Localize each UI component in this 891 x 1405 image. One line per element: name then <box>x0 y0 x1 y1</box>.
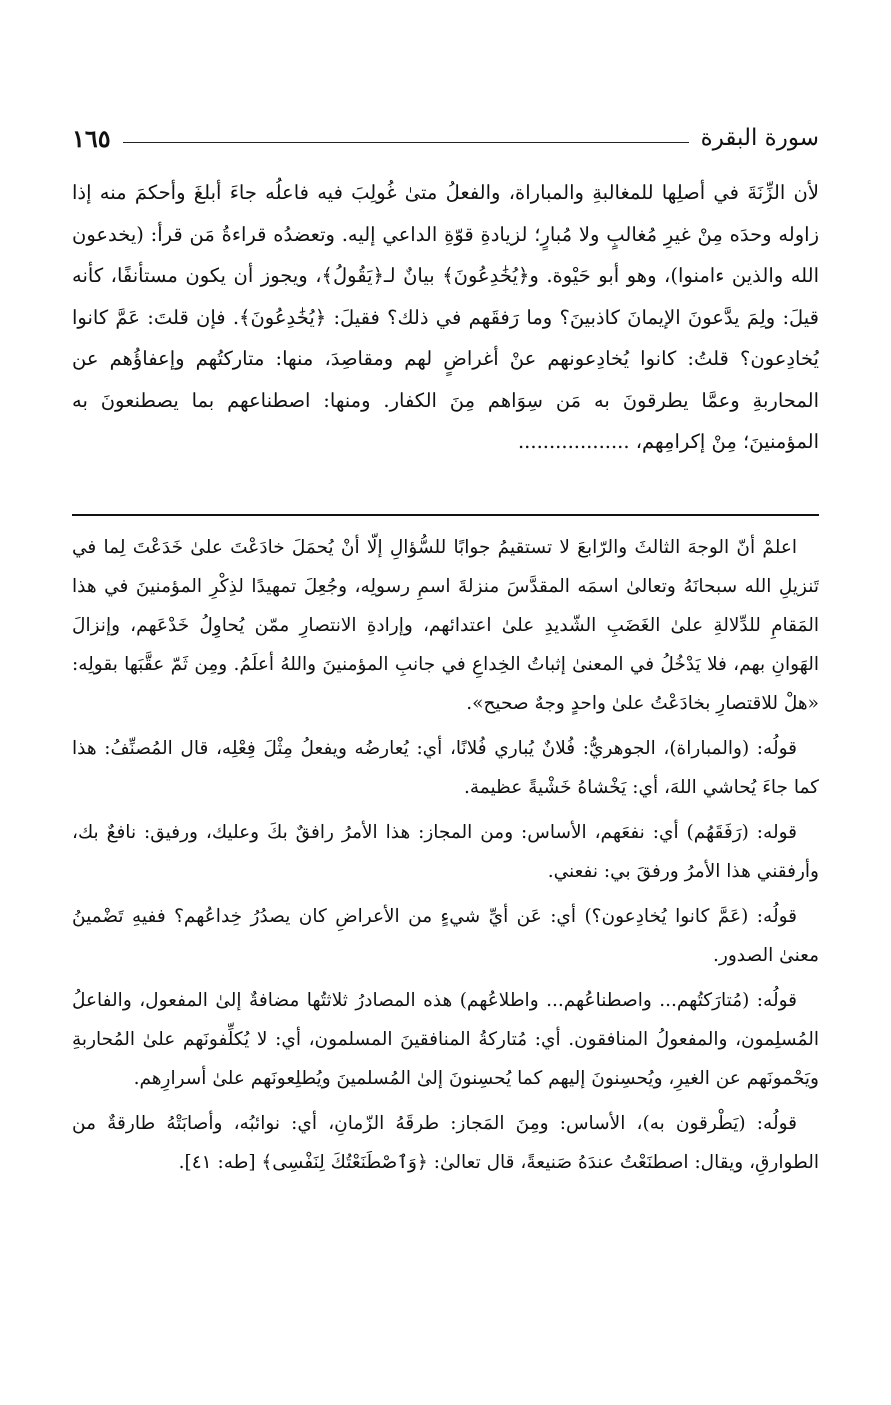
gloss-paragraph: اعلمْ أنّ الوجهَ الثالثَ والرّابعَ لا تستقيمُ جوابًا للسُّؤالِ إلّا أنْ يُحمَلَ خادَعْتَ علىٰ خَدَعْتَ لِما في تَنزيلِ الله سبحانَهُ وتعالىٰ اسمَه المقدَّسَ منزلةَ اسمِ رسولِه، وجُعِلَ تمهيدًا لذِكْرِ المؤمنينَ في هذا المَقامِ للدِّلالةِ علىٰ الغَضَبِ الشّديدِ علىٰ اعتدائهم، وإرادةِ الانتصارِ ممّن يُحاوِلُ خَدْعَهم، وإنزالَ الهَوانِ بهم، فلا يَدْخُلُ في المعنىٰ إثباتُ الخِداعِ في جانبِ المؤمنينَ واللهُ أعلَمُ. ومِن ثَمّ عقَّبَها بقولِه: «هلْ للاقتصارِ بخادَعْتُ علىٰ واحدٍ وجهٌ صحيح». <box>72 537 819 714</box>
gloss-paragraph: قولُه: (مُتارَكتُهم... واصطناعُهم... واطلاعُهم) هذه المصادرُ ثلاثتُها مضافةٌ إلىٰ المفعول، والفاعلُ المُسلِمون، والمفعولُ المنافقون. أي: مُتاركةُ المنافقينَ المسلمون، أي: لا يُكلِّفونَهم علىٰ المُحاربةِ ويَحْمونَهم عن الغيرِ، ويُحسِنونَ إليهم كما يُحسِنونَ إلىٰ المُسلمينَ ويُطلِعونَهم علىٰ أسرارِهم. <box>72 990 819 1089</box>
gloss-paragraph: قولُه: (يَطْرقون به)، الأساس: ومِنَ المَجاز: طرقَهُ الزّمانِ، أي: نوائبُه، وأصابَتْهُ طارقةٌ من الطوارقِ، ويقال: اصطنَعْتُ عندَهُ صَنيعةً، قال تعالىٰ: ﴿وَٱصْطَنَعْتُكَ لِنَفْسِى﴾ [طه: ٤١]. <box>72 1113 819 1173</box>
page-number: ١٦٥ <box>72 123 111 153</box>
gloss-paragraph: قوله: (رَفَقَهُم) أي: نفعَهم، الأساس: ومن المجاز: هذا الأمرُ رافقٌ بكَ وعليك، ورفيق: نافعٌ بك، وأرفقني هذا الأمرُ ورفقَ بي: نفعني. <box>72 822 819 882</box>
footnote-separator <box>72 514 819 516</box>
surah-name: سورة البقرة <box>700 125 819 151</box>
gloss-paragraph: قولُه: (والمباراة)، الجوهريُّ: فُلانٌ يُباري فُلانًا، أي: يُعارضُه ويفعلُ مِثْلَ فِعْلِه، قال المُصنِّفُ: هذا كما جاءَ يُحاشي اللهَ، أي: يَخْشاهُ خَشْيةً عظيمة. <box>72 738 819 798</box>
gloss-commentary <box>72 528 819 1288</box>
gloss-paragraph: قولُه: (عَمَّ كانوا يُخادِعون؟) أي: عَن أيِّ شيءٍ من الأعراضِ كان يصدُرُ خِداعُهم؟ ففيهِ تَضْمينُ معنىٰ الصدور. <box>72 906 819 966</box>
main-text-paragraph: لأن الزِّنَةَ في أصلِها للمغالبةِ والمباراة، والفعلُ متىٰ غُولِبَ فيه فاعلُه جاءَ أبلغَ وأحكمَ منه إذا زاوله وحدَه مِنْ غيرِ مُغالبٍ ولا مُبارٍ؛ لزيادةِ قوّةِ الداعي إليه. وتعضدُه قراءةُ مَن قرأ: (يخدعون الله والذين ءامنوا)، وهو أبو حَيْوة. و﴿يُخَٰدِعُونَ﴾ بيانٌ لـ﴿يَقُولُ﴾، ويجوز أن يكون مستأنفًا، كأنه قيلَ: ولِمَ يدَّعونَ الإيمانَ كاذبينَ؟ وما رَفقَهم في ذلك؟ فقيلَ: ﴿يُخَٰدِعُونَ﴾. فإن قلتَ: عَمَّ كانوا يُخادِعون؟ قلتُ: كانوا يُخادِعونهم عنْ أغراضٍ لهم ومقاصِدَ، منها: متاركتُهم وإعفاؤُهم عن المحاربةِ وعمَّا يطرقونَ به مَن سِوَاهم مِنَ الكفار. ومنها: اصطناعهم بما يصطنعونَ به المؤمنينَ؛ مِنْ إكرامِهم، .................. <box>72 181 819 453</box>
header-rule <box>123 142 689 143</box>
running-header <box>72 118 819 158</box>
main-text-block <box>72 172 819 508</box>
